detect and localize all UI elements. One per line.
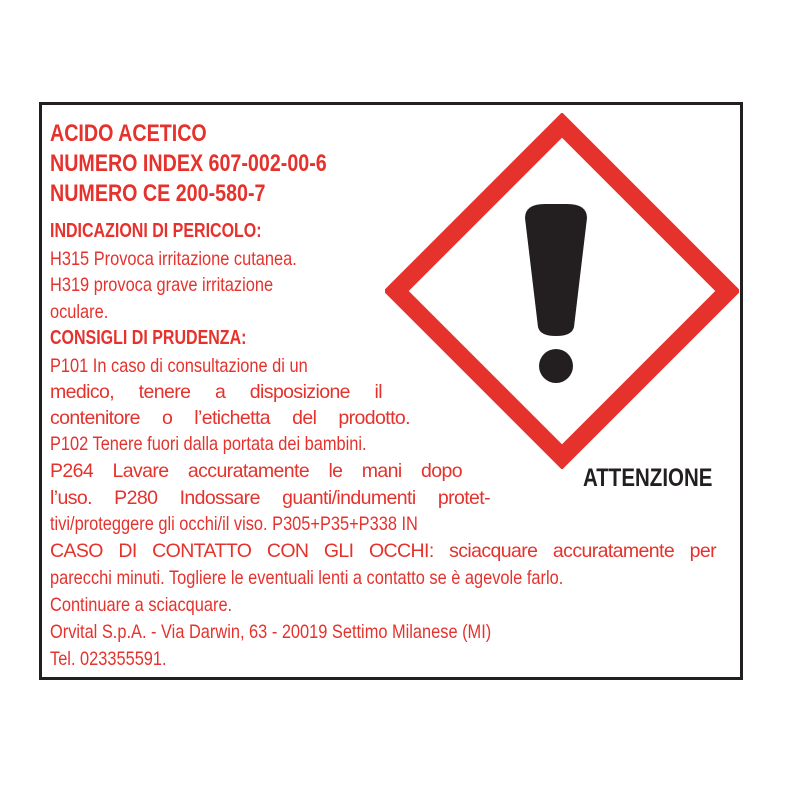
precaution-line: medico, tenere a disposizione il <box>50 381 382 403</box>
signal-word: ATTENZIONE <box>583 464 713 492</box>
supplier-phone: Tel. 023355591. <box>50 648 167 670</box>
precaution-line: l’uso. P280 Indossare guanti/indumenti protet- <box>50 487 490 509</box>
precaution-line: contenitore o l’etichetta del prodotto. <box>50 407 410 429</box>
hazard-line: H319 provoca grave irritazione <box>50 274 274 296</box>
hazard-label <box>39 102 743 680</box>
precaution-line: CASO DI CONTATTO CON GLI OCCHI: sciacquare accuratamente per <box>50 540 716 562</box>
precaution-line: P101 In caso di consultazione di un <box>50 355 308 377</box>
precaution-line: parecchi minuti. Togliere le eventuali lenti a contatto se è agevole farlo. <box>50 567 564 589</box>
index-number: NUMERO INDEX 607-002-00-6 <box>50 150 327 177</box>
hazard-line: oculare. <box>50 301 109 323</box>
substance-name: ACIDO ACETICO <box>50 120 207 147</box>
supplier-address: Orvital S.p.A. - Via Darwin, 63 - 20019 Settimo Milanese (MI) <box>50 621 492 643</box>
precaution-line: tivi/proteggere gli occhi/il viso. P305+P35+P338 IN <box>50 513 418 535</box>
precautionary-statements-heading: CONSIGLI DI PRUDENZA: <box>50 327 247 349</box>
exclamation-mark-icon <box>385 113 739 469</box>
hazard-line: H315 Provoca irritazione cutanea. <box>50 248 297 270</box>
precaution-line: P264 Lavare accuratamente le mani dopo <box>50 460 462 482</box>
hazard-statements-heading: INDICAZIONI DI PERICOLO: <box>50 220 262 242</box>
ce-number: NUMERO CE 200-580-7 <box>50 180 266 207</box>
precaution-line: P102 Tenere fuori dalla portata dei bambini. <box>50 433 367 455</box>
precaution-line: Continuare a sciacquare. <box>50 594 233 616</box>
